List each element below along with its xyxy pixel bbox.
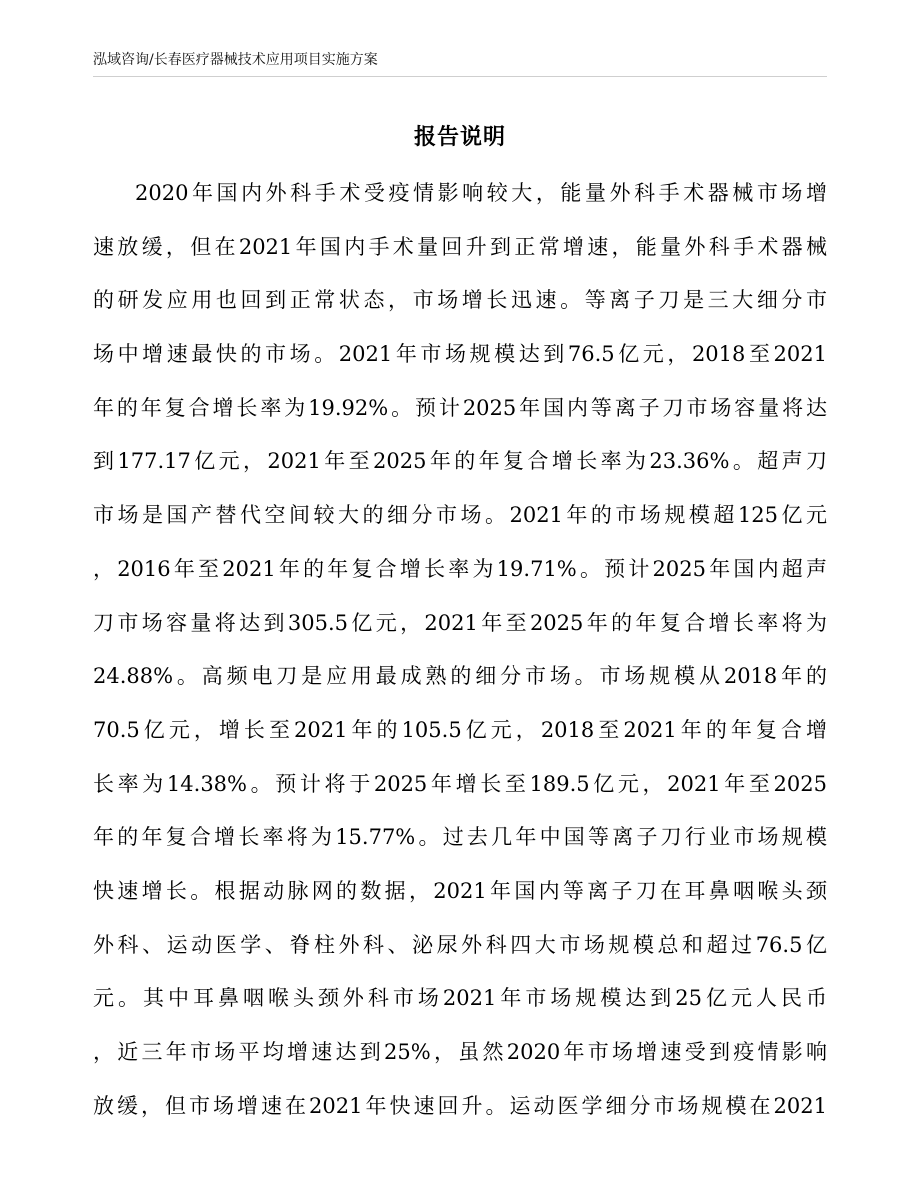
text-line: 长率为14.38%。预计将于2025年增长至189.5亿元，2021年至2025 <box>93 771 827 796</box>
text-line: 元。其中耳鼻咽喉头颈外科市场2021年市场规模达到25亿元人民币 <box>93 986 827 1011</box>
text-line: 快速增长。根据动脉网的数据，2021年国内等离子刀在耳鼻咽喉头颈 <box>93 878 827 903</box>
text-line: 的研发应用也回到正常状态，市场增长迅速。等离子刀是三大细分市 <box>93 288 827 313</box>
text-line: ，2016年至2021年的年复合增长率为19.71%。预计2025年国内超声 <box>93 556 827 581</box>
running-header: 泓域咨询/长春医疗器械技术应用项目实施方案 <box>93 52 378 68</box>
text-line: 24.88%。高频电刀是应用最成熟的细分市场。市场规模从2018年的 <box>93 664 827 689</box>
page-title: 报告说明 <box>413 124 506 150</box>
text-line: 场中增速最快的市场。2021年市场规模达到76.5亿元，2018至2021 <box>93 342 827 367</box>
text-line: 刀市场容量将达到305.5亿元，2021年至2025年的年复合增长率将为 <box>93 610 827 635</box>
text-line: 2020年国内外科手术受疫情影响较大，能量外科手术器械市场增 <box>135 181 827 205</box>
text-line: 年的年复合增长率将为15.77%。过去几年中国等离子刀行业市场规模 <box>93 825 827 850</box>
body-text <box>93 167 827 1133</box>
text-line: 70.5亿元，增长至2021年的105.5亿元，2018至2021年的年复合增 <box>93 717 827 742</box>
text-line: 外科、运动医学、脊柱外科、泌尿外科四大市场规模总和超过76.5亿 <box>93 932 827 957</box>
text-line: 放缓，但市场增速在2021年快速回升。运动医学细分市场规模在2021 <box>93 1093 827 1118</box>
text-line: 速放缓，但在2021年国内手术量回升到正常增速，能量外科手术器械 <box>93 234 827 259</box>
text-line: ，近三年市场平均增速达到25%，虽然2020年市场增速受到疫情影响 <box>93 1040 827 1064</box>
text-line: 市场是国产替代空间较大的细分市场。2021年的市场规模超125亿元 <box>93 503 827 528</box>
text-line: 年的年复合增长率为19.92%。预计2025年国内等离子刀市场容量将达 <box>93 395 827 420</box>
text-line: 到177.17亿元，2021年至2025年的年复合增长率为23.36%。超声刀 <box>93 449 827 474</box>
header-divider <box>93 76 827 77</box>
